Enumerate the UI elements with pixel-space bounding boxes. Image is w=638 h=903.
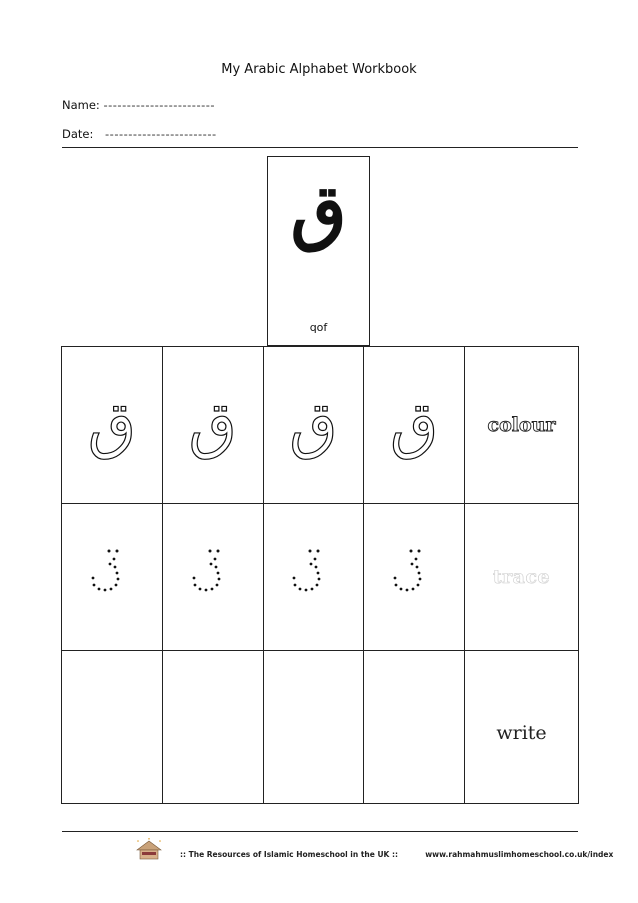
name-blank-line: ------------------------ [103,98,216,112]
trace-label-cell [465,504,579,651]
trace-cell[interactable] [364,504,465,651]
write-cell[interactable] [364,651,465,804]
page-title: My Arabic Alphabet Workbook [221,62,417,77]
write-label: write [496,722,547,744]
footer-website-link[interactable]: www.rahmahmuslimhomeschool.co.uk/index [425,850,614,859]
colour-cell[interactable] [263,347,364,504]
colour-label: colour [487,414,556,436]
outline-letter: ق [390,388,439,461]
date-blank-line: ------------------------ [105,127,217,141]
dotted-letter-icon [82,590,142,609]
trace-label: trace [492,566,551,588]
colour-row [62,347,579,504]
write-row [62,651,579,804]
write-label-cell [465,651,579,804]
header-divider [62,147,578,148]
trace-row [62,504,579,651]
trace-cell[interactable] [62,504,163,651]
colour-cell[interactable] [162,347,263,504]
date-field [62,127,217,141]
write-cell[interactable] [162,651,263,804]
house-logo-icon [134,838,164,862]
colour-label-cell [465,347,579,504]
dotted-letter-icon [283,590,343,609]
write-cell[interactable] [263,651,364,804]
date-label: Date: [62,127,94,141]
outline-letter: ق [188,388,237,461]
practice-grid [61,346,579,804]
dotted-letter-icon [183,590,243,609]
dotted-letter-icon [384,590,444,609]
name-field [62,98,215,112]
footer-divider [62,831,578,832]
name-label: Name: [62,98,100,112]
write-cell[interactable] [62,651,163,804]
colour-cell[interactable] [62,347,163,504]
trace-cell[interactable] [263,504,364,651]
letter-card [267,156,370,346]
card-letter: ق [290,168,347,253]
footer-resources: :: The Resources of Islamic Homeschool in the UK :: [180,850,398,859]
footer [180,850,613,859]
trace-cell[interactable] [162,504,263,651]
outline-letter: ق [87,388,136,461]
colour-cell[interactable] [364,347,465,504]
outline-letter: ق [289,388,338,461]
card-letter-name: qof [309,321,328,334]
